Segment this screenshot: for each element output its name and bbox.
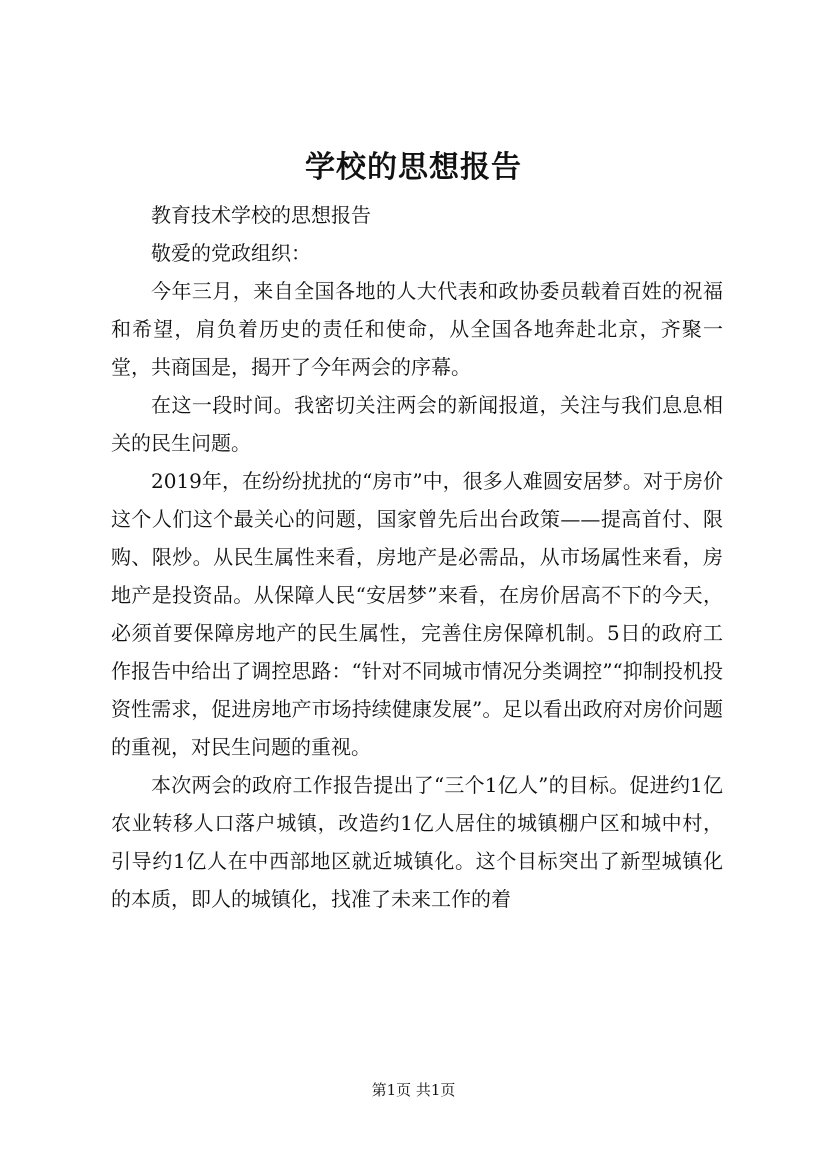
paragraph: 在这一段时间。我密切关注两会的新闻报道，关注与我们息息相关的民生问题。 <box>111 393 723 455</box>
paragraph-subtitle: 教育技术学校的思想报告 <box>151 203 371 227</box>
page-number-footer: 第1页 共1页 <box>371 1081 456 1099</box>
paragraph-salutation: 敬爱的党政组织： <box>151 241 311 265</box>
paragraph: 2019年，在纷纷扰扰的“房市”中，很多人难圆安居梦。对于房价这个人们这个最关心的问题，国家曾先后出台政策——提高首付、限购、限炒。从民生属性来看，房地产是必需品，从市场属性来看，房地产是投资品。从保障人民“安居梦”来看，在房价居高不下的今天，必须首要保障房地产的民生属性，完善住房保障机制。5日的政府工作报告中给出了调控思路：“针对不同城市情况分类调控”“抑制投机投资性需求，促进房地产市场持续健康发展”。足以看出政府对房价问题的重视，对民生问题的重视。 <box>111 469 723 759</box>
document-body <box>111 196 723 918</box>
document-title: 学校的思想报告 <box>305 150 522 185</box>
paragraph: 今年三月，来自全国各地的人大代表和政协委员载着百姓的祝福和希望，肩负着历史的责任和使命，从全国各地奔赴北京，齐聚一堂，共商国是，揭开了今年两会的序幕。 <box>111 279 723 379</box>
paragraph: 本次两会的政府工作报告提出了“三个1亿人”的目标。促进约1亿农业转移人口落户城镇，改造约1亿人居住的城镇棚户区和城中村，引导约1亿人在中西部地区就近城镇化。这个目标突出了新型城镇化的本质，即人的城镇化，找准了未来工作的着 <box>111 773 723 911</box>
